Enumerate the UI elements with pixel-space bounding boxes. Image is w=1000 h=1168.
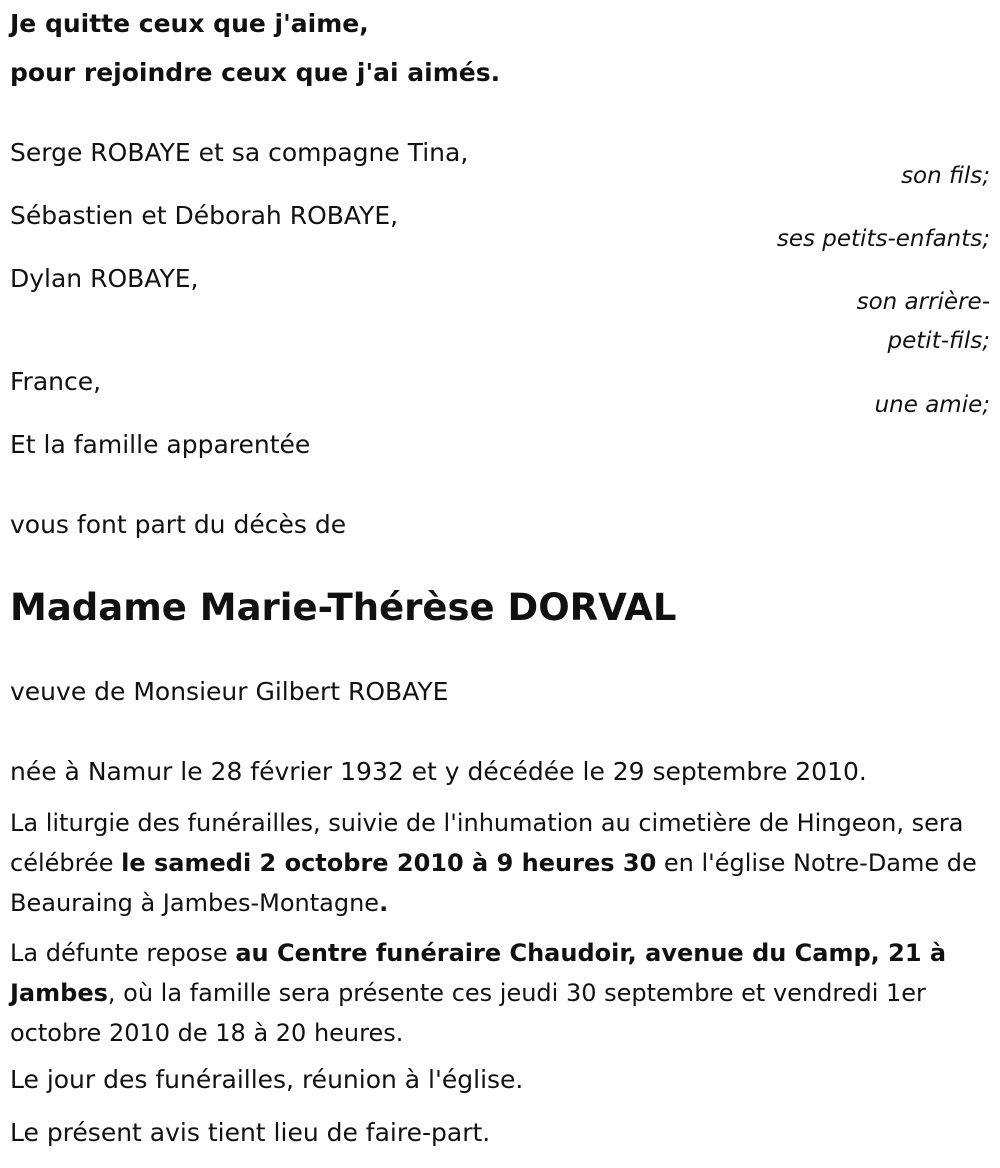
family-member-france: France, <box>10 367 102 396</box>
epigraph-line-1: Je quitte ceux que j'aime, <box>10 9 369 38</box>
deceased-name: Madame Marie-Thérèse DORVAL <box>10 586 677 629</box>
announcement-text: vous font part du décès de <box>10 510 347 539</box>
funeral-home-location: au Centre funéraire Chaudoir, avenue du Camp, 21 à Jambes <box>10 939 947 1007</box>
rest-text-start: La défunte repose <box>10 939 236 967</box>
family-member-relatives: Et la famille apparentée <box>10 430 311 459</box>
family-role-grandchildren: ses petits-enfants; <box>776 226 990 252</box>
liturgy-text-end: en l'église Notre-Dame de Beauraing à Jambes-Montagne <box>10 849 977 917</box>
family-role-great-grandson-line-1: son arrière- <box>856 289 990 315</box>
liturgy-paragraph <box>10 803 985 923</box>
closing-text: Le présent avis tient lieu de faire-part. <box>10 1118 491 1147</box>
family-role-friend: une amie; <box>874 392 990 418</box>
birth-death-text: née à Namur le 28 février 1932 et y décédée le 29 septembre 2010. <box>10 757 867 786</box>
liturgy-period: . <box>379 889 389 917</box>
family-member-serge: Serge ROBAYE et sa compagne Tina, <box>10 138 469 167</box>
epigraph-line-2: pour rejoindre ceux que j'ai aimés. <box>10 58 501 87</box>
liturgy-date-time: le samedi 2 octobre 2010 à 9 heures 30 <box>121 849 657 877</box>
rest-text-end: , où la famille sera présente ces jeudi 30 septembre et vendredi 1er octobre 2010 de 18 à 20 heures. <box>10 979 926 1047</box>
family-role-son: son fils; <box>901 163 990 189</box>
family-role-great-grandson-line-2: petit-fils; <box>887 328 990 354</box>
rest-paragraph <box>10 933 985 1053</box>
family-member-dylan: Dylan ROBAYE, <box>10 264 199 293</box>
family-member-sebastien-deborah: Sébastien et Déborah ROBAYE, <box>10 201 399 230</box>
meeting-text: Le jour des funérailles, réunion à l'église. <box>10 1065 524 1094</box>
widow-of-text: veuve de Monsieur Gilbert ROBAYE <box>10 677 449 706</box>
liturgy-text-start: La liturgie des funérailles, suivie de l'inhumation au cimetière de Hingeon, sera célébrée <box>10 809 964 877</box>
